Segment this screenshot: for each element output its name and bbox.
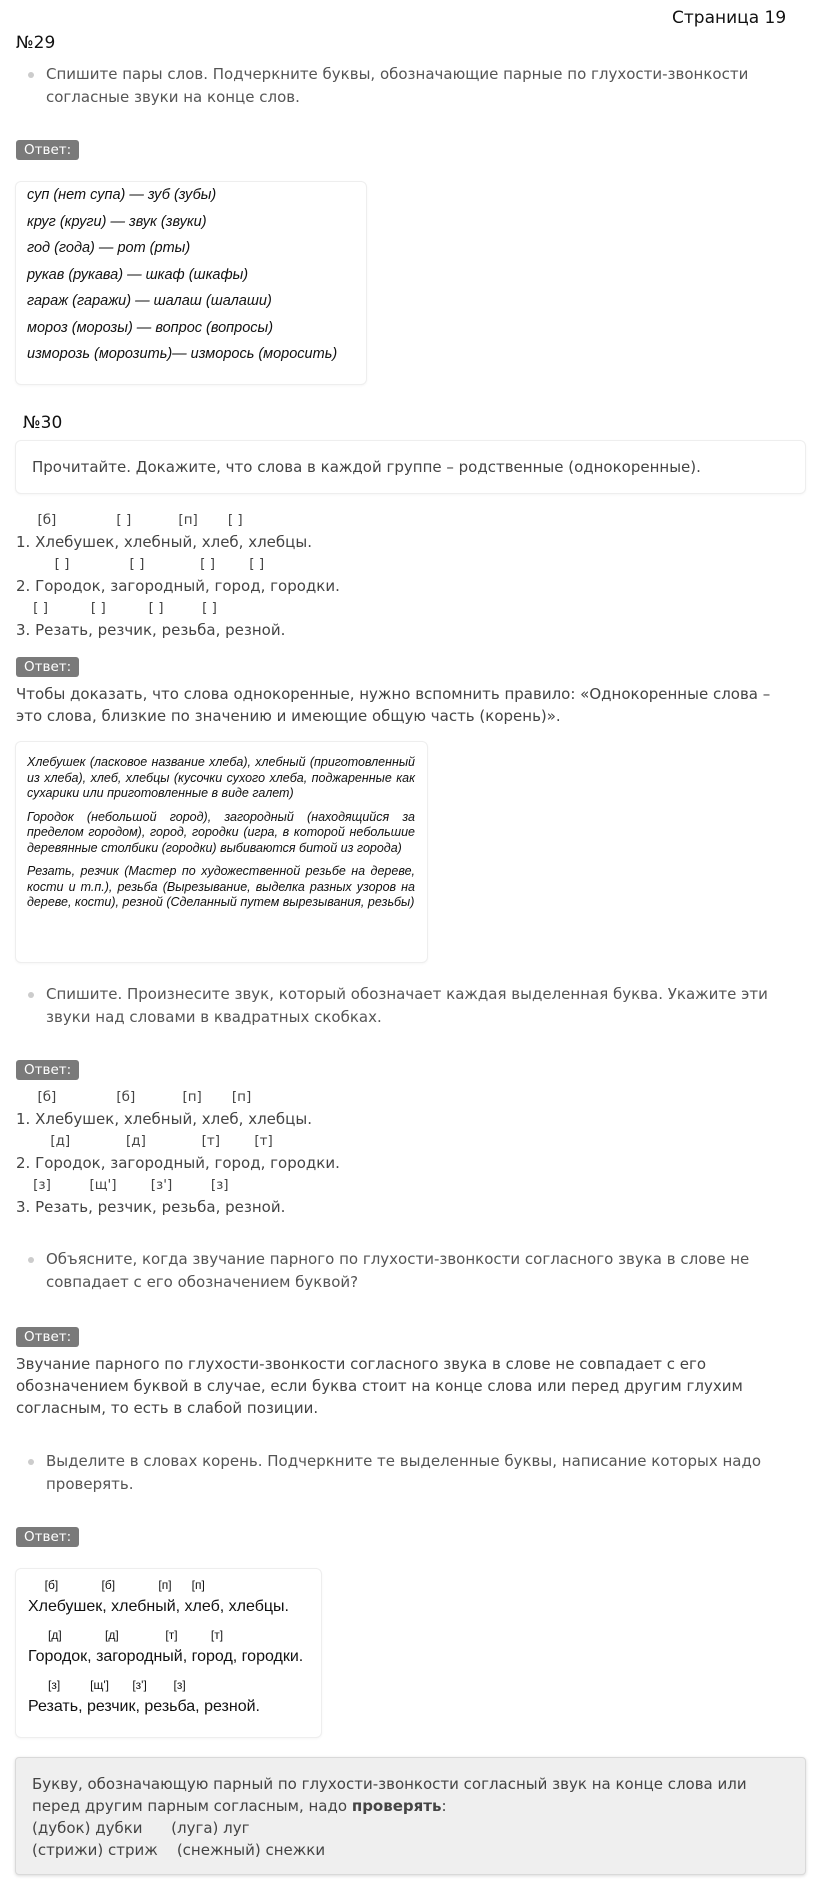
word-row: 3. Резать, резчик, резьба, резной. bbox=[16, 1198, 286, 1216]
note-paragraph: Хлебушек (ласковое название хлеба), хлебный (приготовленный из хлеба), хлеб, хлебцы (кусочки сухого хлеба, поджаренные как сухарики или приготовленные в виде галет) bbox=[27, 755, 415, 800]
word-row: Городок, загородный, город, городки. bbox=[28, 1648, 304, 1665]
answer-badge: Ответ: bbox=[16, 140, 79, 160]
word-row: Хлебушек, хлебный, хлеб, хлебцы. bbox=[28, 1598, 289, 1615]
word-group-list bbox=[16, 510, 340, 642]
transcription-answer-list bbox=[16, 1087, 340, 1219]
transcription-row: [б] [б] [п] [п] bbox=[16, 1089, 252, 1105]
answer-badge: Ответ: bbox=[16, 1527, 79, 1547]
word-row: 1. Хлебушек, хлебный, хлеб, хлебцы. bbox=[16, 1110, 312, 1128]
transcription-row: [ ] [ ] [ ] [ ] bbox=[16, 600, 217, 616]
transcription-row: [б] [ ] [п] [ ] bbox=[16, 512, 243, 528]
exercise-30-intro: Прочитайте. Докажите, что слова в каждой группе – родственные (однокоренные). bbox=[32, 458, 701, 476]
word-pair: гараж (гаражи) — шалаш (шалаши) bbox=[27, 293, 272, 309]
page-number: Страница 19 bbox=[672, 8, 787, 28]
exercise-30-intro-card bbox=[15, 440, 806, 494]
word-row: 2. Городок, загородный, город, городки. bbox=[16, 577, 340, 595]
answer-text: Звучание парного по глухости-звонкости согласного звука в слове не совпадает с его обозначением буквой в случае, если буква стоит на конце слова или перед другим глухим согласным, то есть в слабой позиции. bbox=[16, 1355, 743, 1417]
handwritten-notes-card bbox=[15, 741, 428, 963]
rule-text: Букву, обозначающую парный по глухости-звонкости согласный звук на конце слова или перед другим парным согласным, надо bbox=[32, 1775, 747, 1815]
transcription-row: [ ] [ ] [ ] [ ] bbox=[16, 556, 265, 572]
word-pair: круг (круги) — звук (звуки) bbox=[27, 213, 207, 230]
rule-example: (стрижи) стриж (снежный) снежки bbox=[32, 1841, 326, 1859]
transcription-row: [б] [б] [п] [п] bbox=[28, 1578, 205, 1592]
exercise-30-task-3: Объясните, когда звучание парного по глухости-звонкости согласного звука в слове не совпадает с его обозначением буквой? bbox=[28, 1248, 791, 1294]
word-row: 2. Городок, загородный, город, городки. bbox=[16, 1154, 340, 1172]
word-row: 3. Резать, резчик, резьба, резной. bbox=[16, 621, 286, 639]
rule-example: (дубок) дубки (луга) луг bbox=[32, 1819, 250, 1837]
word-pair: изморозь (морозить)— изморось (моросить) bbox=[27, 346, 338, 362]
note-paragraph: Городок (небольшой город), загородный (находящийся за пределом городом), город, городки (игра, в которой небольшие деревянные столбики (городки) выбиваются битой из города) bbox=[27, 809, 415, 855]
exercise-29-task: Спишите пары слов. Подчеркните буквы, обозначающие парные по глухости-звонкости согласные звуки на конце слов. bbox=[28, 63, 791, 109]
transcription-row: [з] [щ'] [з'] [з] bbox=[28, 1678, 186, 1692]
answer-text: Чтобы доказать, что слова однокоренные, нужно вспомнить правило: «Однокоренные слова – это слова, близкие по значению и имеющие общую часть (корень)». bbox=[16, 685, 771, 725]
note-paragraph: Резать, резчик (Мастер по художественной резьбе на дереве, кости и т.п.), резьба (Вырезывание, выделка разных узоров на дереве, кости), резной (Сделанный путем вырезывания, резьбы) bbox=[27, 864, 415, 909]
transcription-row: [д] [д] [т] [т] bbox=[28, 1628, 224, 1642]
exercise-30-number: №30 bbox=[23, 413, 63, 433]
answer-badge: Ответ: bbox=[16, 657, 79, 677]
transcription-row: [д] [д] [т] [т] bbox=[16, 1133, 273, 1149]
answer-badge: Ответ: bbox=[16, 1060, 79, 1080]
rule-box bbox=[15, 1757, 806, 1875]
exercise-30-task-4: Выделите в словах корень. Подчеркните те выделенные буквы, написание которых надо проверять. bbox=[28, 1450, 791, 1496]
word-pair: год (года) — рот (рты) bbox=[27, 240, 191, 256]
rule-colon: : bbox=[441, 1797, 447, 1815]
word-row: Резать, резчик, резьба, резной. bbox=[28, 1698, 260, 1715]
word-pair: рукав (рукава) — шкаф (шкафы) bbox=[27, 266, 249, 283]
answer-badge: Ответ: bbox=[16, 1327, 79, 1347]
rule-bold-word: проверять bbox=[351, 1797, 442, 1815]
exercise-29-number: №29 bbox=[16, 33, 56, 53]
root-answer-card bbox=[15, 1568, 322, 1738]
handwritten-answer-card bbox=[15, 181, 367, 385]
exercise-30-task-2: Спишите. Произнесите звук, который обозначает каждая выделенная буква. Укажите эти звуки над словами в квадратных скобках. bbox=[28, 983, 791, 1029]
word-row: 1. Хлебушек, хлебный, хлеб, хлебцы. bbox=[16, 533, 312, 551]
transcription-row: [з] [щ'] [з'] [з] bbox=[16, 1177, 229, 1193]
word-pair: суп (нет супа) — зуб (зубы) bbox=[27, 187, 217, 203]
word-pair: мороз (морозы) — вопрос (вопросы) bbox=[27, 319, 274, 336]
